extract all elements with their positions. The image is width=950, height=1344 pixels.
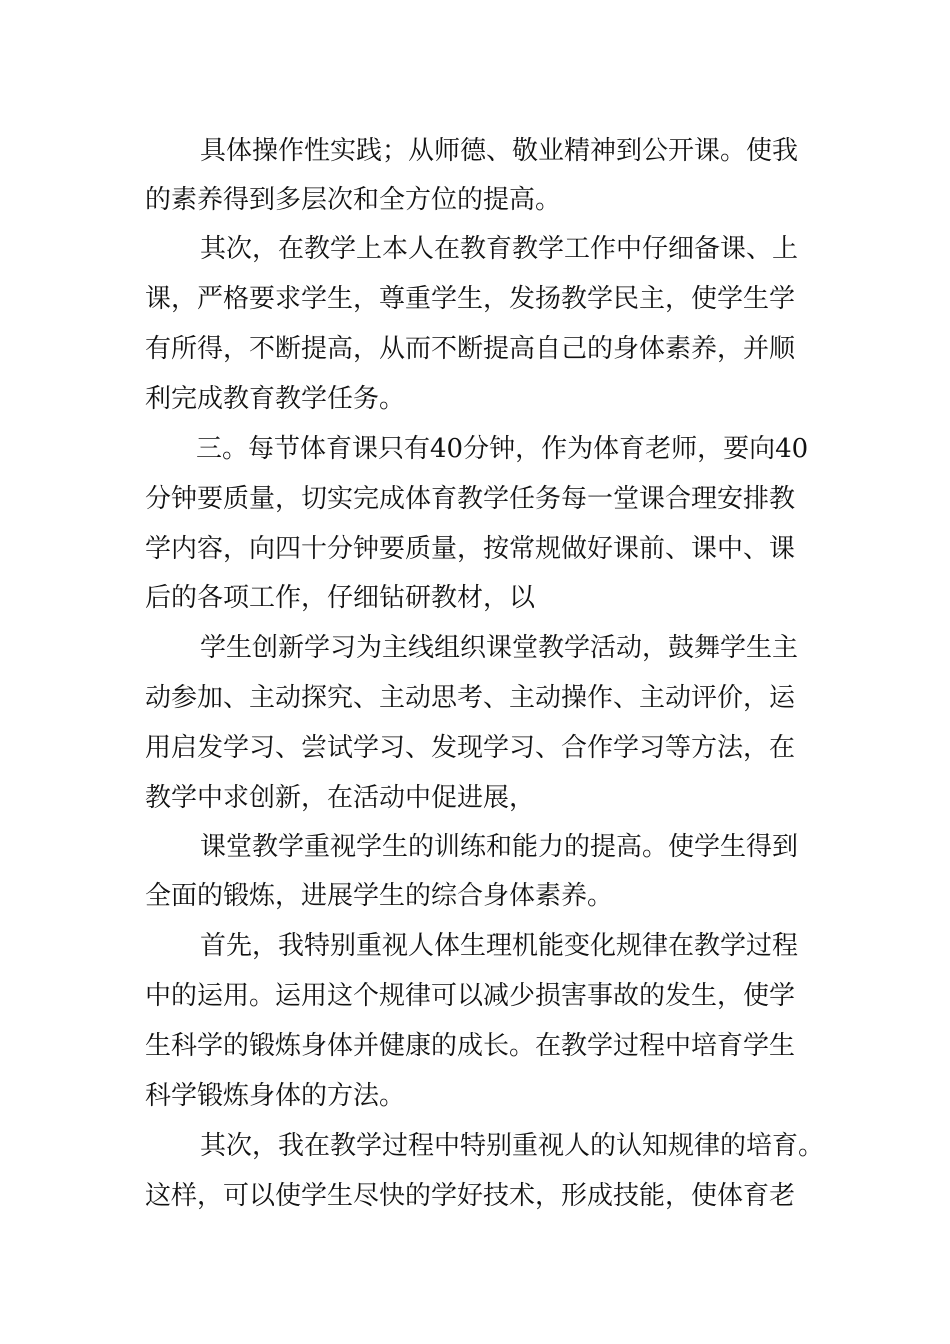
text-line: 课，严格要求学生，尊重学生，发扬教学民主，使学生学 (145, 284, 796, 314)
text-line: 的素养得到多层次和全方位的提高。 (145, 185, 562, 215)
text-line: 具体操作性实践；从师德、敬业精神到公开课。使我 (200, 136, 799, 166)
text-line: 其次，我在教学过程中特别重视人的认知规律的培育。 (200, 1131, 825, 1161)
text-line: 三。每节体育课只有40分钟，作为体育老师，要向40 (196, 434, 809, 464)
text-line: 有所得，不断提高，从而不断提高自己的身体素养，并顺 (145, 334, 796, 364)
text-line: 其次，在教学上本人在教育教学工作中仔细备课、上 (200, 234, 799, 264)
text-line: 教学中求创新，在活动中促进展， (145, 783, 536, 813)
text-line: 学生创新学习为主线组织课堂教学活动，鼓舞学生主 (200, 633, 799, 663)
text-line: 用启发学习、尝试学习、发现学习、合作学习等方法，在 (145, 733, 796, 763)
text-line: 利完成教育教学任务。 (145, 384, 406, 414)
text-line: 课堂教学重视学生的训练和能力的提高。使学生得到 (200, 832, 799, 862)
text-line: 后的各项工作，仔细钻研教材，以 (145, 583, 536, 613)
text-line: 分钟要质量，切实完成体育教学任务每一堂课合理安排教 (145, 484, 796, 514)
text-line: 科学锻炼身体的方法。 (145, 1081, 406, 1111)
text-line: 首先，我特别重视人体生理机能变化规律在教学过程 (200, 931, 799, 961)
text-line: 这样，可以使学生尽快的学好技术，形成技能，使体育老 (145, 1181, 796, 1211)
text-line: 全面的锻炼，进展学生的综合身体素养。 (145, 881, 614, 911)
text-line: 学内容，向四十分钟要质量，按常规做好课前、课中、课 (145, 534, 796, 564)
text-line: 生科学的锻炼身体并健康的成长。在教学过程中培育学生 (145, 1031, 796, 1061)
text-line: 中的运用。运用这个规律可以减少损害事故的发生，使学 (145, 981, 796, 1011)
text-line: 动参加、主动探究、主动思考、主动操作、主动评价，运 (145, 683, 796, 713)
